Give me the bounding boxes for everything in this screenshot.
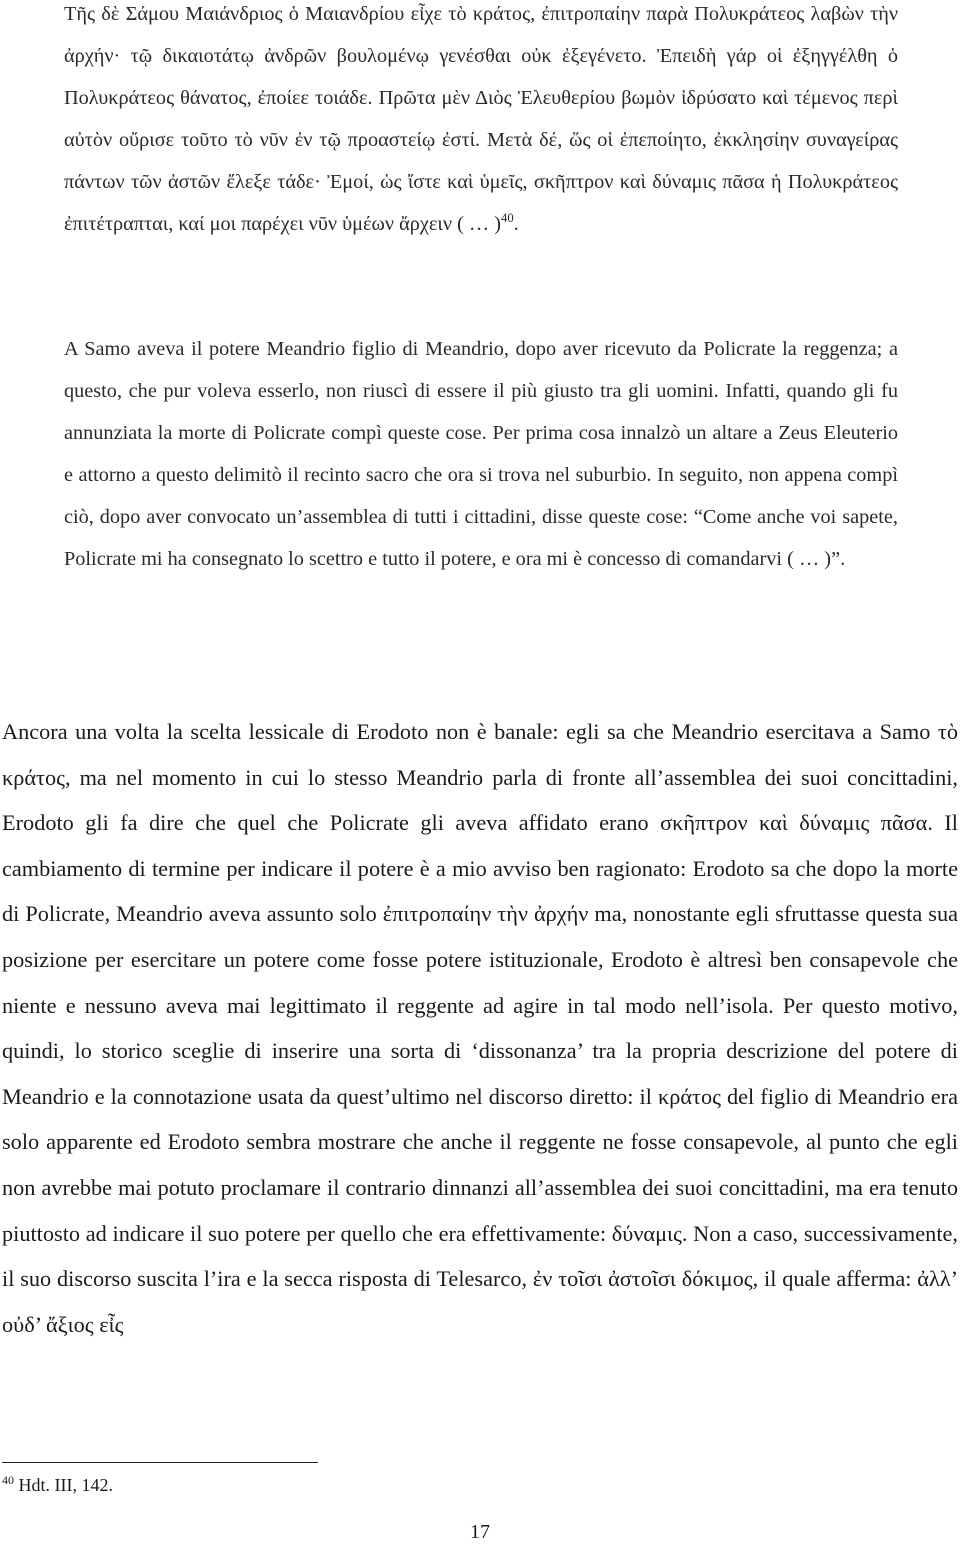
footnote-reference[interactable]: 40 — [501, 211, 514, 226]
footnote — [2, 1473, 113, 1497]
page-number: 17 — [470, 1521, 490, 1543]
italian-translation: A Samo aveva il potere Meandrio figlio di Meandrio, dopo aver ricevuto da Policrate la reggenza; a questo, che pur voleva esserlo, non riuscì di essere il più giusto tra gli uomini. Infatti, quando gli fu annunziata la morte di Policrate compì queste cose. Per prima cosa innalzò un altare a Zeus Eleuterio e attorno a questo delimitò il recinto sacro che ora si trova nel suburbio. In seguito, non appena compì ciò, dopo aver convocato un’assemblea di tutti i cittadini, disse queste cose: “Come anche voi sapete, Policrate mi ha consegnato lo scettro e tutto il potere, e ora mi è concesso di comandarvi ( … )”. — [64, 338, 898, 570]
footnote-number: 40 — [2, 1473, 14, 1487]
body-paragraph: Ancora una volta la scelta lessicale di Erodoto non è banale: egli sa che Meandrio esercitava a Samo τὸ κράτος, ma nel momento in cui lo stesso Meandrio parla di fronte all’assemblea dei suoi concittadini, Erodoto gli fa dire che quel che Policrate gli aveva affidato erano σκῆπτρον καὶ δύναμις πᾶσα. Il cambiamento di termine per indicare il potere è a mio avviso ben ragionato: Erodoto sa che dopo la morte di Policrate, Meandrio aveva assunto solo ἐπιτροπαίην τὴν ἀρχήν ma, nonostante egli sfruttasse questa sua posizione per esercitare un potere come fosse potere istituzionale, Erodoto è altresì ben consapevole che niente e nessuno aveva mai legittimato il reggente ad agire in tal modo nell’isola. Per questo motivo, quindi, lo storico sceglie di inserire una sorta di ‘dissonanza’ tra la propria descrizione del potere di Meandrio e la connotazione usata da quest’ultimo nel discorso diretto: il κράτος del figlio di Meandrio era solo apparente ed Erodoto sembra mostrare che anche il reggente ne fosse consapevole, al punto che egli non avrebbe mai potuto proclamare il contrario dinnanzi all’assemblea dei suoi concittadini, ma era tenuto piuttosto ad indicare il suo potere per quello che era effettivamente: δύναμις. Non a caso, successivamente, il suo discorso suscita l’ira e la secca risposta di Telesarco, ἐν τοῖσι ἀστοῖσι δόκιμος, il quale afferma: ἀλλ’ οὐδ’ ἄξιος εἶς — [2, 719, 958, 1337]
footnote-text: Hdt. III, 142. — [14, 1475, 113, 1495]
greek-quotation — [64, 0, 898, 245]
greek-quotation-text: Τῆς δὲ Σάμου Μαιάνδριος ὁ Μαιανδρίου εἶχε τὸ κράτος, ἐπιτροπαίην παρὰ Πολυκράτεος λαβὼν τὴν ἀρχήν· τῷ δικαιοτάτῳ ἀνδρῶν βουλομένῳ γενέσθαι οὐκ ἐξεγένετο. Ἐπειδὴ γάρ οἱ ἐξηγγέλθη ὁ Πολυκράτεος θάνατος, ἐποίεε τοιάδε. Πρῶτα μὲν Διὸς Ἐλευθερίου βωμὸν ἱδρύσατο καὶ τέμενος περὶ αὐτὸν οὔρισε τοῦτο τὸ νῦν ἐν τῷ προαστείῳ ἐστί. Μετὰ δέ, ὥς οἱ ἐπεποίητο, ἐκκλησίην συναγείρας πάντων τῶν ἀστῶν ἔλεξε τάδε· Ἐμοί, ὡς ἴστε καὶ ὑμεῖς, σκῆπτρον καὶ δύναμις πᾶσα ἡ Πολυκράτεος ἐπιτέτραπται, καί μοι παρέχει νῦν ὑμέων ἄρχειν ( … ) — [64, 3, 898, 235]
footnote-divider — [2, 1462, 318, 1463]
greek-quotation-end: . — [513, 213, 519, 235]
